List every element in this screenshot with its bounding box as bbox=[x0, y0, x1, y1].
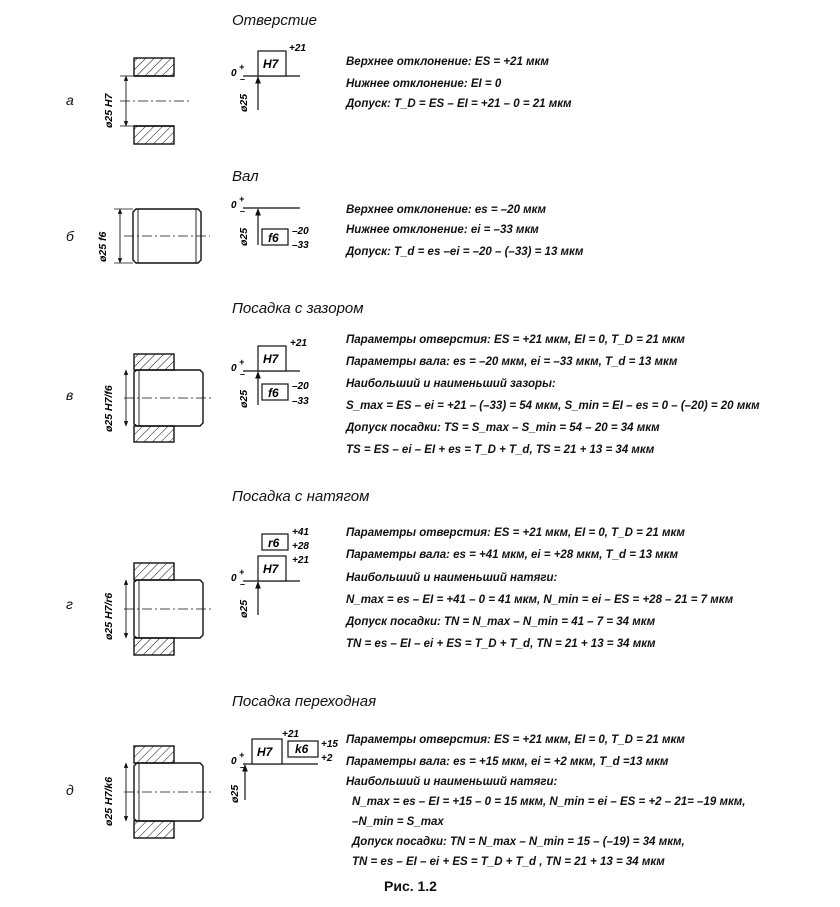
figure-caption: Рис. 1.2 bbox=[384, 878, 437, 894]
section-a-line-3: Допуск: T_D = ES – EI = +21 – 0 = 21 мкм bbox=[346, 98, 572, 110]
transition-fit-dimension: ø25 H7/k6 bbox=[103, 776, 115, 826]
svg-text:–: – bbox=[240, 74, 246, 84]
svg-text:+: + bbox=[239, 567, 245, 577]
section-a-letter: а bbox=[66, 92, 74, 108]
section-d-title: Посадка переходная bbox=[232, 693, 377, 710]
section-a-title: Отверстие bbox=[232, 12, 318, 29]
clearance-fit-drawing bbox=[124, 354, 212, 442]
h7-upper-deviation: +21 bbox=[289, 43, 306, 54]
section-a-line-2: Нижнее отклонение: EI = 0 bbox=[346, 78, 502, 90]
f6-upper-deviation: –20 bbox=[292, 226, 309, 237]
svg-text:–: – bbox=[240, 206, 246, 216]
section-b-line-2: Нижнее отклонение: ei = –33 мкм bbox=[346, 224, 539, 236]
svg-text:–: – bbox=[240, 762, 246, 772]
interference-r6-label: r6 bbox=[268, 536, 280, 550]
section-d-line-5: –N_min = S_max bbox=[352, 816, 444, 828]
section-d-line-1: Параметры отверстия: ES = +21 мкм, EI = 0, T_D = 21 мкм bbox=[346, 734, 685, 746]
shaft-nominal: ø25 bbox=[238, 227, 250, 246]
svg-text:+: + bbox=[239, 750, 245, 760]
clearance-nominal: ø25 bbox=[238, 389, 250, 408]
section-g-line-6: TN = es – EI – ei + ES = T_D + T_d, TN = 21 + 13 = 34 мкм bbox=[346, 638, 656, 650]
transition-nominal: ø25 bbox=[229, 784, 241, 803]
section-v-line-3: Наибольший и наименьший зазоры: bbox=[346, 378, 556, 390]
section-d-line-6: Допуск посадки: TN = N_max – N_min = 15 – (–19) = 34 мкм, bbox=[352, 836, 685, 848]
shaft-dimension: ø25 f6 bbox=[97, 231, 109, 262]
interference-fit-dimension: ø25 H7/r6 bbox=[103, 592, 115, 640]
section-g-line-2: Параметры вала: es = +41 мкм, ei = +28 мкм, T_d = 13 мкм bbox=[346, 549, 679, 561]
section-v-title: Посадка с зазором bbox=[232, 300, 364, 317]
section-g-line-1: Параметры отверстия: ES = +21 мкм, EI = 0, T_D = 21 мкм bbox=[346, 527, 685, 539]
interference-zero-label: 0 bbox=[231, 573, 237, 584]
f6-box-label: f6 bbox=[268, 231, 279, 245]
section-g-letter: г bbox=[66, 596, 73, 612]
clearance-h7-upper: +21 bbox=[290, 338, 307, 349]
clearance-fit-dimension: ø25 H7/f6 bbox=[103, 385, 115, 432]
svg-text:–: – bbox=[240, 579, 246, 589]
svg-text:–: – bbox=[240, 369, 246, 379]
shaft-zero-label: 0 bbox=[231, 200, 237, 211]
section-a-line-1: Верхнее отклонение: ES = +21 мкм bbox=[346, 56, 549, 68]
interference-r6-upper: +41 bbox=[292, 527, 309, 538]
section-v-line-5: Допуск посадки: TS = S_max – S_min = 54 – 20 = 34 мкм bbox=[346, 422, 660, 434]
section-g-line-4: N_max = es – EI = +41 – 0 = 41 мкм, N_min = ei – ES = +28 – 21 = 7 мкм bbox=[346, 594, 734, 606]
section-v-line-4: S_max = ES – ei = +21 – (–33) = 54 мкм, S_min = EI – es = 0 – (–20) = 20 мкм bbox=[346, 400, 760, 412]
transition-fit-drawing bbox=[124, 746, 212, 838]
interference-fit-drawing bbox=[124, 563, 212, 655]
clearance-f6-lower: –33 bbox=[292, 396, 309, 407]
transition-h7-label: H7 bbox=[257, 745, 273, 759]
svg-text:+: + bbox=[239, 357, 245, 367]
section-d-letter: д bbox=[66, 782, 74, 798]
section-g-title: Посадка с натягом bbox=[232, 488, 370, 505]
section-d-line-2: Параметры вала: es = +15 мкм, ei = +2 мкм, T_d =13 мкм bbox=[346, 756, 669, 768]
clearance-f6-upper: –20 bbox=[292, 381, 309, 392]
section-b-title: Вал bbox=[232, 168, 259, 185]
section-g-line-5: Допуск посадки: TN = N_max – N_min = 41 – 7 = 34 мкм bbox=[346, 616, 656, 628]
interference-h7-upper: +21 bbox=[292, 555, 309, 566]
section-g-line-3: Наибольший и наименьший натяги: bbox=[346, 572, 558, 584]
transition-k6-upper: +15 bbox=[321, 739, 338, 750]
interference-nominal: ø25 bbox=[238, 599, 250, 618]
section-v-letter: в bbox=[66, 387, 74, 403]
section-d-line-7: TN = es – EI – ei + ES = T_D + T_d , TN = 21 + 13 = 34 мкм bbox=[352, 856, 665, 868]
f6-lower-deviation: –33 bbox=[292, 240, 309, 251]
clearance-h7-label: H7 bbox=[263, 352, 279, 366]
hole-nominal: ø25 bbox=[238, 93, 250, 112]
transition-k6-lower: +2 bbox=[321, 753, 333, 764]
clearance-zero-label: 0 bbox=[231, 363, 237, 374]
hole-drawing bbox=[120, 58, 190, 144]
section-d-line-3: Наибольший и наименьший натяги: bbox=[346, 776, 558, 788]
section-d-line-4: N_max = es – EI = +15 – 0 = 15 мкм, N_min = ei – ES = +2 – 21= –19 мкм, bbox=[352, 796, 746, 808]
section-v-line-1: Параметры отверстия: ES = +21 мкм, EI = 0, T_D = 21 мкм bbox=[346, 334, 685, 346]
section-b-letter: б bbox=[66, 228, 74, 244]
interference-h7-label: H7 bbox=[263, 562, 279, 576]
svg-text:+: + bbox=[239, 62, 245, 72]
transition-zero-label: 0 bbox=[231, 756, 237, 767]
transition-h7-upper: +21 bbox=[282, 729, 299, 740]
interference-r6-lower: +28 bbox=[292, 541, 309, 552]
transition-k6-label: k6 bbox=[295, 742, 309, 756]
hole-zero-label: 0 bbox=[231, 68, 237, 79]
shaft-drawing bbox=[114, 209, 210, 263]
section-b-line-1: Верхнее отклонение: es = –20 мкм bbox=[346, 204, 547, 216]
svg-text:+: + bbox=[239, 194, 245, 204]
clearance-f6-label: f6 bbox=[268, 386, 279, 400]
section-b-line-3: Допуск: T_d = es –ei = –20 – (–33) = 13 мкм bbox=[346, 246, 584, 258]
hole-dimension: ø25 H7 bbox=[103, 93, 115, 128]
h7-box-label: H7 bbox=[263, 57, 279, 71]
section-v-line-2: Параметры вала: es = –20 мкм, ei = –33 мкм, T_d = 13 мкм bbox=[346, 356, 678, 368]
section-v-line-6: TS = ES – ei – EI + es = T_D + T_d, TS = 21 + 13 = 34 мкм bbox=[346, 444, 655, 456]
